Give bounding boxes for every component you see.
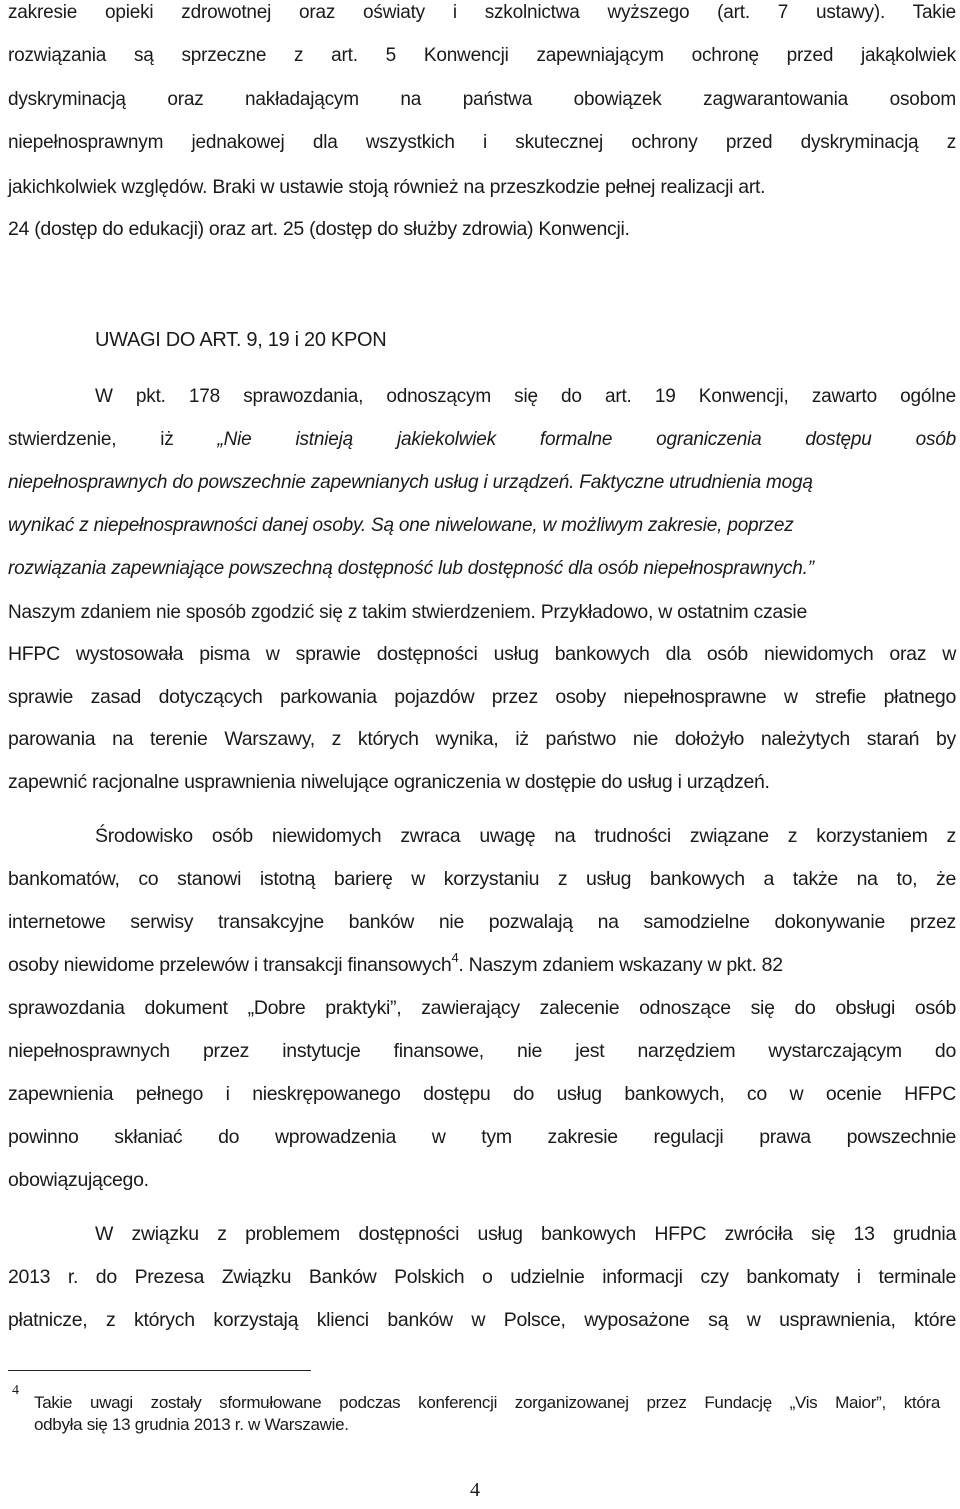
footnote-text-line: odbyła się 13 grudnia 2013 r. w Warszawie. <box>34 1415 349 1434</box>
quote-segment: rozwiązania zapewniające powszechną dostępność lub dostępność dla osób niepełnosprawnych.” <box>8 558 814 579</box>
footnote-text-line: Takie uwagi zostały sformułowane podczas konferencji zorganizowanej przez Fundację „Vis Maior”, która <box>34 1393 940 1412</box>
text-line <box>8 599 956 626</box>
text-line: zakresie opieki zdrowotnej oraz oświaty i szkolnictwa wyższego (art. 7 ustawy). Takie <box>8 2 956 23</box>
text-line: powinno skłaniać do wprowadzenia w tym zakresie regulacji prawa powszechnie <box>8 1126 956 1148</box>
text-line <box>8 556 956 582</box>
text-line: niepełnosprawnych przez instytucje finansowe, nie jest narzędziem wystarczającym do <box>8 1040 956 1062</box>
text-segment: Naszym zdaniem nie sposób zgodzić się z takim stwierdzeniem. <box>8 602 536 623</box>
text-line: zapewnić racjonalne usprawnienia niwelujące ograniczenia w dostępie do usług i urządzeń. <box>8 771 770 793</box>
text-line: dyskryminacją oraz nakładającym na państwa obowiązek zagwarantowania osobom <box>8 89 956 110</box>
text-line: sprawie zasad dotyczących parkowania pojazdów przez osoby niepełnosprawne w strefie płatnego <box>8 686 956 708</box>
quote-segment: niepełnosprawnych do powszechnie zapewnianych usług i urządzeń. <box>8 472 575 493</box>
text-line: sprawozdania dokument „Dobre praktyki”, zawierający zalecenie odnoszące się do obsługi osób <box>8 997 956 1019</box>
text-line: 24 (dostęp do edukacji) oraz art. 25 (dostęp do służby zdrowia) Konwencji. <box>8 218 630 240</box>
text-line: niepełnosprawnym jednakowej dla wszystkich i skutecznej ochrony przed dyskryminacją z <box>8 132 956 153</box>
text-line: 2013 r. do Prezesa Związku Banków Polskich o udzielnie informacji czy bankomaty i terminale <box>8 1266 956 1288</box>
quote-segment: Są one niwelowane, w możliwym zakresie, poprzez <box>365 515 794 536</box>
text-segment: Przykładowo, w ostatnim czasie <box>535 601 807 623</box>
quote-segment: wynikać z niepełnosprawności danej osoby. <box>8 515 366 536</box>
text-line <box>8 513 956 539</box>
text-line <box>8 427 956 453</box>
document-page <box>8 0 956 1509</box>
quote-segment: „Nie istnieją jakiekolwiek formalne ograniczenia dostępu osób <box>217 429 956 450</box>
text-segment: jakichkolwiek względów. <box>8 177 208 198</box>
text-line <box>8 952 956 978</box>
text-segment: . Naszym zdaniem wskazany w pkt. 82 <box>458 954 783 976</box>
page-number: 4 <box>470 1479 480 1501</box>
quote-segment: Faktyczne utrudnienia mogą <box>574 472 813 493</box>
text-line: W pkt. 178 sprawozdania, odnoszącym się do art. 19 Konwencji, zawarto ogólne <box>95 386 956 407</box>
text-line: HFPC wystosowała pisma w sprawie dostępności usług bankowych dla osób niewidomych oraz w <box>8 643 956 665</box>
text-segment: stwierdzenie, iż <box>8 429 218 450</box>
section-heading: UWAGI DO ART. 9, 19 i 20 KPON <box>95 329 387 351</box>
text-segment: osoby niewidome przelewów i transakcji finansowych <box>8 954 452 976</box>
text-line: bankomatów, co stanowi istotną barierę w korzystaniu z usług bankowych a także na to, że <box>8 868 956 890</box>
text-line <box>8 173 956 201</box>
text-line: obowiązującego. <box>8 1169 149 1191</box>
text-line: rozwiązania są sprzeczne z art. 5 Konwencji zapewniającym ochronę przed jakąkolwiek <box>8 45 956 66</box>
text-line: Środowisko osób niewidomych zwraca uwagę na trudności związane z korzystaniem z <box>95 825 956 847</box>
footnote-separator <box>8 1370 311 1371</box>
text-line: W związku z problemem dostępności usług bankowych HFPC zwróciła się 13 grudnia <box>95 1223 956 1245</box>
text-line: internetowe serwisy transakcyjne banków nie pozwalają na samodzielne dokonywanie przez <box>8 911 956 933</box>
text-line: płatnicze, z których korzystają klienci banków w Polsce, wyposażone są w usprawnienia, które <box>8 1309 956 1331</box>
footnote-reference: 4 <box>451 950 459 965</box>
text-line <box>8 470 956 496</box>
text-line: parowania na terenie Warszawy, z których wynika, iż państwo nie dołożyło należytych starań by <box>8 728 956 750</box>
text-line: zapewnienia pełnego i nieskrępowanego dostępu do usług bankowych, co w ocenie HFPC <box>8 1083 956 1105</box>
text-segment: Braki w ustawie stoją również na przeszkodzie pełnej realizacji art. <box>207 176 766 198</box>
footnote-number: 4 <box>12 1383 19 1398</box>
